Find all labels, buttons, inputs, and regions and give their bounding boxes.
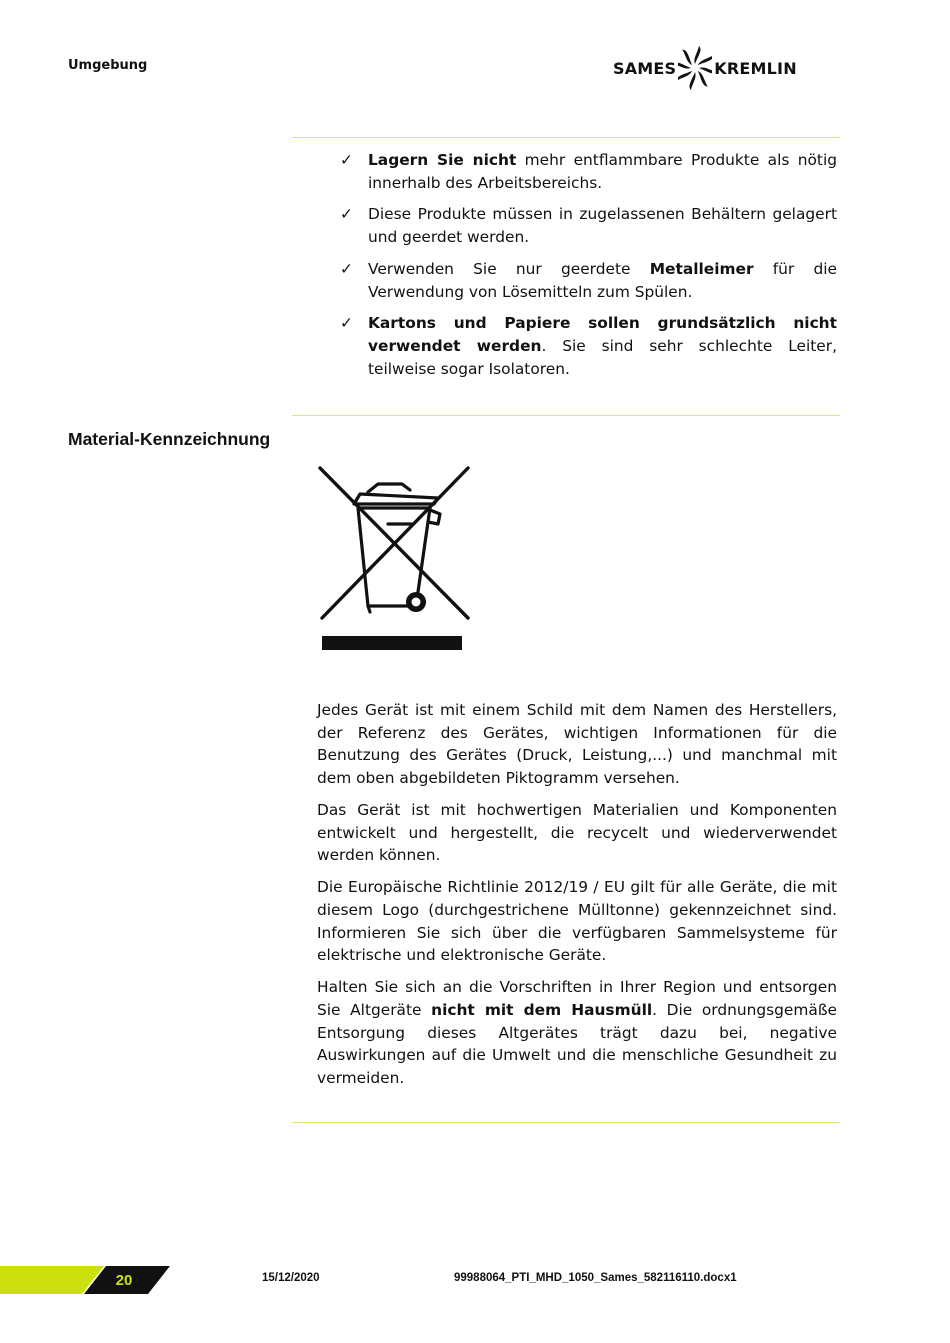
checkmark-icon: ✓	[340, 151, 353, 169]
footer-accent-band	[0, 1266, 175, 1296]
company-logo	[613, 44, 797, 92]
list-item	[340, 149, 837, 194]
page-number: 20	[115, 1272, 133, 1289]
item-text: Diese Produkte müssen in zugelassenen Behältern gelagert und geerdet werden.	[368, 205, 837, 247]
item-text: mehr entflammbare Produkte als nötig innerhalb des Arbeitsbereichs.	[368, 151, 837, 192]
divider-rule	[292, 137, 840, 138]
list-item	[340, 203, 837, 248]
section-title: Material-Kennzeichnung	[68, 429, 271, 449]
paragraph	[317, 976, 837, 1089]
footer-date: 15/12/2020	[262, 1272, 320, 1284]
divider-rule	[292, 1122, 840, 1123]
logo-text-left: SAMES	[613, 58, 677, 78]
sames-kremlin-swirl-icon	[678, 45, 712, 91]
paragraph-text: Halten Sie sich an die Vorschriften in Ihrer Region und entsorgen Sie Altgeräte	[317, 978, 837, 1019]
material-description	[317, 699, 837, 1099]
footer-document-name: 99988064_PTI_MHD_1050_Sames_582116110.docx1	[454, 1272, 737, 1284]
paragraph: Die Europäische Richtlinie 2012/19 / EU gilt für alle Geräte, die mit diesem Logo (durchgestrichene Mülltonne) gekennzeichnet sind. Informieren Sie sich über die verfügbaren Sammelsysteme für elektrische und elektronische Geräte.	[317, 878, 837, 965]
item-text: . Sie sind sehr schlechte Leiter, teilweise sogar Isolatoren.	[368, 337, 837, 378]
list-item	[340, 258, 837, 303]
checkmark-icon: ✓	[340, 314, 353, 333]
checkmark-icon: ✓	[340, 205, 353, 224]
safety-checklist	[340, 149, 837, 390]
item-bold: Metalleimer	[649, 259, 754, 278]
paragraph-text: . Die ordnungsgemäße Entsorgung dieses Altgerätes trägt dazu bei, negative Auswirkungen auf die Umwelt und die menschliche Gesundheit zu vermeiden.	[317, 1000, 837, 1087]
checkmark-icon: ✓	[340, 259, 353, 278]
item-text: für die Verwendung von Lösemitteln zum Spülen.	[368, 259, 837, 301]
logo-text-right: KREMLIN	[714, 58, 797, 78]
paragraph-bold: nicht mit dem Hausmüll	[431, 1000, 653, 1019]
item-text: Verwenden Sie nur geerdete	[368, 259, 650, 278]
crossed-out-wheelie-bin-icon	[316, 466, 472, 654]
divider-rule	[292, 415, 840, 416]
header-section-title: Umgebung	[68, 58, 148, 73]
item-bold: Kartons und Papiere sollen grundsätzlich nicht verwendet werden	[368, 314, 837, 356]
paragraph: Das Gerät ist mit hochwertigen Materialien und Komponenten entwickelt und hergestellt, die recycelt und wiederverwendet werden können.	[317, 800, 837, 865]
list-item	[340, 312, 837, 380]
item-bold: Lagern Sie nicht	[368, 151, 517, 169]
paragraph: Jedes Gerät ist mit einem Schild mit dem Namen des Herstellers, der Referenz des Gerätes, wichtigen Informationen für die Benutzung des Gerätes (Druck, Leistung,...) und manchmal mit dem oben abgebildeten Piktogramm versehen.	[317, 701, 837, 787]
